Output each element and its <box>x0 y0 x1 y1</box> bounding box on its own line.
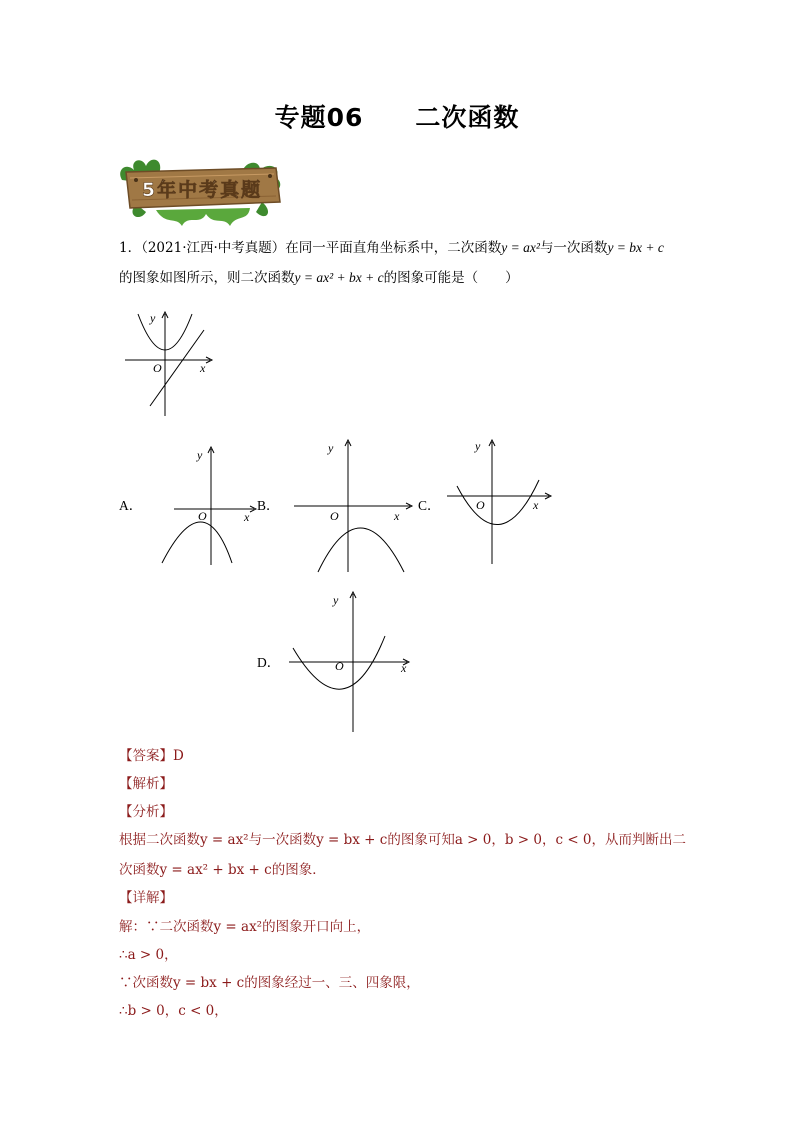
answer-line: 【答案】D <box>119 748 184 764</box>
option-c-graph[interactable] <box>443 438 558 568</box>
svg-text:O: O <box>153 361 162 375</box>
analysis-heading: 【解析】 <box>119 776 173 792</box>
option-c-label[interactable]: C． <box>418 498 441 513</box>
given-graph <box>120 310 220 420</box>
option-a-label[interactable]: A． <box>119 498 143 513</box>
svg-text:x: x <box>401 661 407 675</box>
fenxi-line-1: 根据二次函数y = ax²与一次函数y = bx + c的图象可知a > 0，b > 0，c < 0，从而判断出二 <box>119 832 687 848</box>
page-title: 专题06 二次函数 <box>274 103 520 132</box>
svg-text:O: O <box>330 509 339 523</box>
option-d-graph[interactable] <box>285 590 415 735</box>
svg-text:y: y <box>150 311 156 325</box>
solution-step-2: ∴a > 0， <box>119 947 178 963</box>
xiangjie-heading: 【详解】 <box>119 890 173 906</box>
svg-text:y: y <box>475 439 481 453</box>
svg-text:y: y <box>333 593 339 607</box>
svg-text:x: x <box>533 498 539 512</box>
banner-5-year-exams <box>116 150 286 228</box>
svg-text:y: y <box>328 441 334 455</box>
svg-text:y: y <box>197 448 203 462</box>
option-a-graph[interactable] <box>170 445 260 570</box>
solution-step-1: 解：∵二次函数y = ax²的图象开口向上， <box>119 919 371 935</box>
svg-text:x: x <box>394 509 400 523</box>
solution-step-3: ∵次函数y = bx + c的图象经过一、三、四象限， <box>119 975 420 991</box>
solution-step-4: ∴b > 0，c < 0， <box>119 1003 228 1019</box>
svg-text:x: x <box>200 361 206 375</box>
svg-text:O: O <box>476 498 485 512</box>
svg-text:O: O <box>198 509 207 523</box>
option-d-label[interactable]: D． <box>257 655 281 670</box>
banner-text: 5年中考真题 <box>141 179 263 201</box>
question-line-2: 的图象如图所示，则二次函数y = ax² + bx + c的图象可能是（ ） <box>119 270 519 286</box>
fenxi-line-2: 次函数y = ax² + bx + c的图象． <box>119 862 326 878</box>
svg-text:O: O <box>335 659 344 673</box>
svg-text:x: x <box>244 510 250 524</box>
question-line-1: 1．（2021·江西·中考真题）在同一平面直角坐标系中，二次函数y = ax²与一次函数y = bx + c <box>119 240 664 256</box>
fenxi-heading: 【分析】 <box>119 804 173 820</box>
option-b-label[interactable]: B． <box>257 498 280 513</box>
option-b-graph[interactable] <box>290 438 420 573</box>
